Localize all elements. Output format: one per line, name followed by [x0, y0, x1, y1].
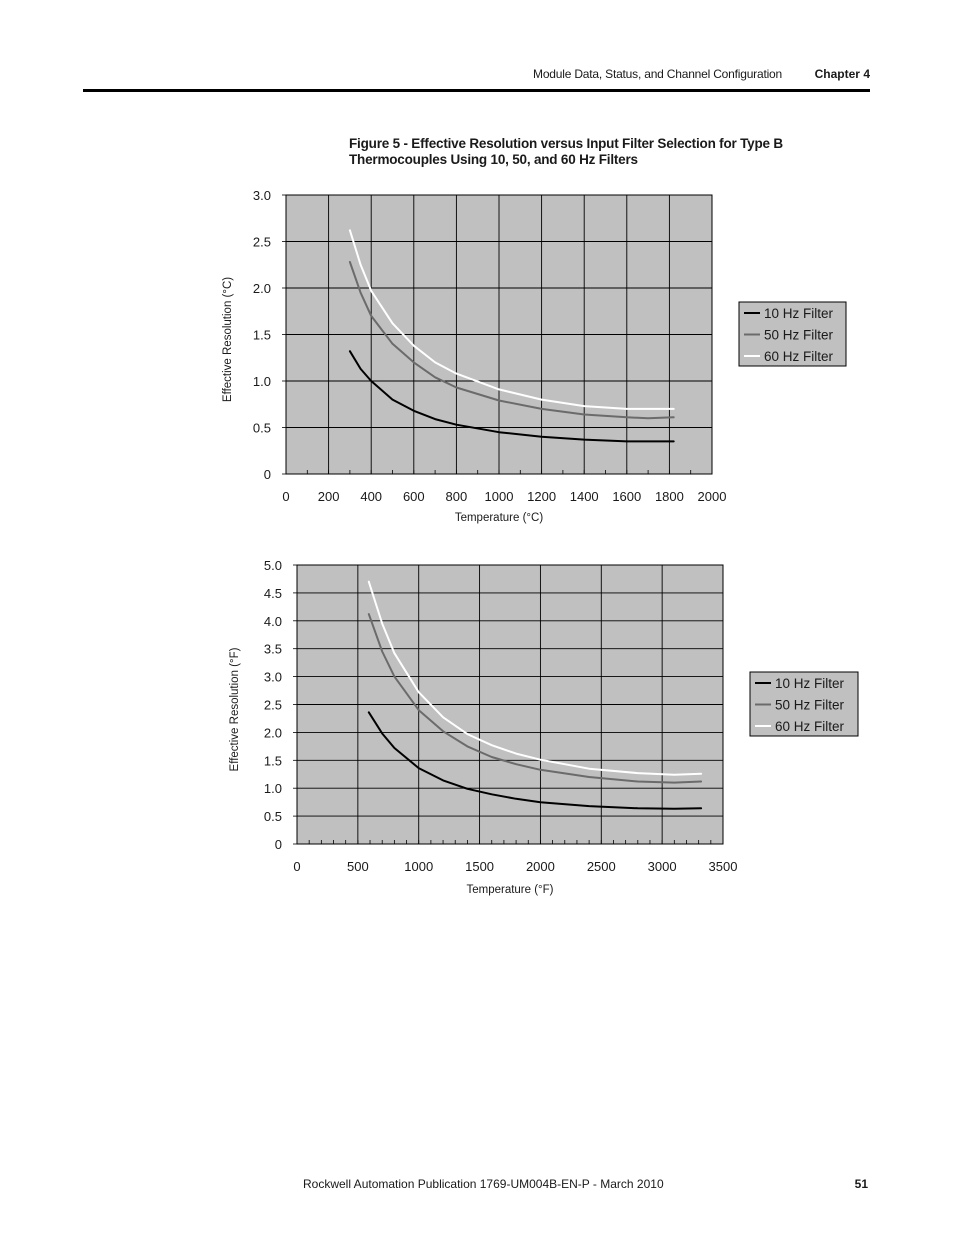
x-tick-label: 1500 [465, 859, 495, 874]
legend-label-10-hz-filter: 10 Hz Filter [764, 306, 834, 321]
x-tick-label: 3500 [708, 859, 738, 874]
y-tick-label: 0 [274, 837, 282, 852]
x-tick-label: 2500 [586, 859, 616, 874]
y-tick-label: 4.5 [263, 585, 282, 601]
x-tick-label: 0 [282, 489, 290, 504]
x-tick-label: 400 [360, 489, 383, 504]
legend-label-60-hz-filter: 60 Hz Filter [764, 349, 834, 364]
header-section-title: Module Data, Status, and Channel Configuration [533, 67, 782, 81]
y-tick-label: 1.5 [263, 753, 282, 769]
chart-celsius [0, 180, 954, 535]
y-tick-label: 2.0 [252, 281, 271, 296]
x-tick-label: 200 [317, 489, 340, 504]
y-axis-title: Effective Resolution (°F) [229, 647, 241, 772]
x-axis-title: Temperature (°F) [466, 884, 554, 896]
y-tick-label: 1.0 [263, 781, 282, 797]
y-tick-label: 5.0 [263, 558, 282, 573]
y-tick-label: 0.5 [263, 809, 282, 825]
y-tick-label: 2.5 [263, 697, 282, 713]
y-tick-label: 1.5 [252, 327, 271, 343]
y-tick-label: 1.0 [252, 374, 271, 389]
x-tick-label: 1400 [569, 489, 599, 504]
header-rule [83, 89, 870, 92]
figure-caption: Figure 5 - Effective Resolution versus Input Filter Selection for Type B Thermocouples Using 10, 50, and 60 Hz Filters [349, 136, 783, 167]
x-tick-label: 1200 [527, 489, 557, 504]
y-tick-label: 2.0 [263, 725, 282, 741]
x-tick-label: 1800 [654, 489, 684, 504]
legend-label-10-hz-filter: 10 Hz Filter [775, 676, 845, 691]
y-axis-title: Effective Resolution (°C) [222, 276, 234, 403]
header-chapter-label: Chapter 4 [814, 67, 870, 81]
x-axis-title: Temperature (°C) [454, 512, 544, 524]
footer-publication: Rockwell Automation Publication 1769-UM004B-EN-P - March 2010 [303, 1177, 664, 1191]
y-tick-label: 3.0 [252, 188, 271, 203]
x-tick-label: 2000 [697, 489, 727, 504]
legend-label-50-hz-filter: 50 Hz Filter [775, 697, 845, 713]
legend-label-50-hz-filter: 50 Hz Filter [764, 327, 834, 343]
page-number: 51 [854, 1177, 868, 1191]
x-tick-label: 3000 [647, 859, 677, 874]
legend-label-60-hz-filter: 60 Hz Filter [775, 719, 845, 734]
y-tick-label: 4.0 [263, 613, 282, 629]
x-tick-label: 0 [293, 859, 301, 874]
y-tick-label: 2.5 [252, 234, 271, 250]
x-tick-label: 1600 [612, 489, 642, 504]
chart-fahrenheit [0, 550, 954, 910]
y-tick-label: 0 [263, 467, 271, 482]
y-tick-label: 3.0 [263, 669, 282, 685]
x-tick-label: 1000 [404, 859, 434, 874]
x-tick-label: 600 [402, 489, 425, 504]
x-tick-label: 1000 [484, 489, 514, 504]
y-tick-label: 3.5 [263, 641, 282, 657]
x-tick-label: 500 [347, 859, 369, 874]
x-tick-label: 2000 [525, 859, 555, 874]
x-tick-label: 800 [445, 489, 468, 504]
y-tick-label: 0.5 [252, 420, 271, 436]
